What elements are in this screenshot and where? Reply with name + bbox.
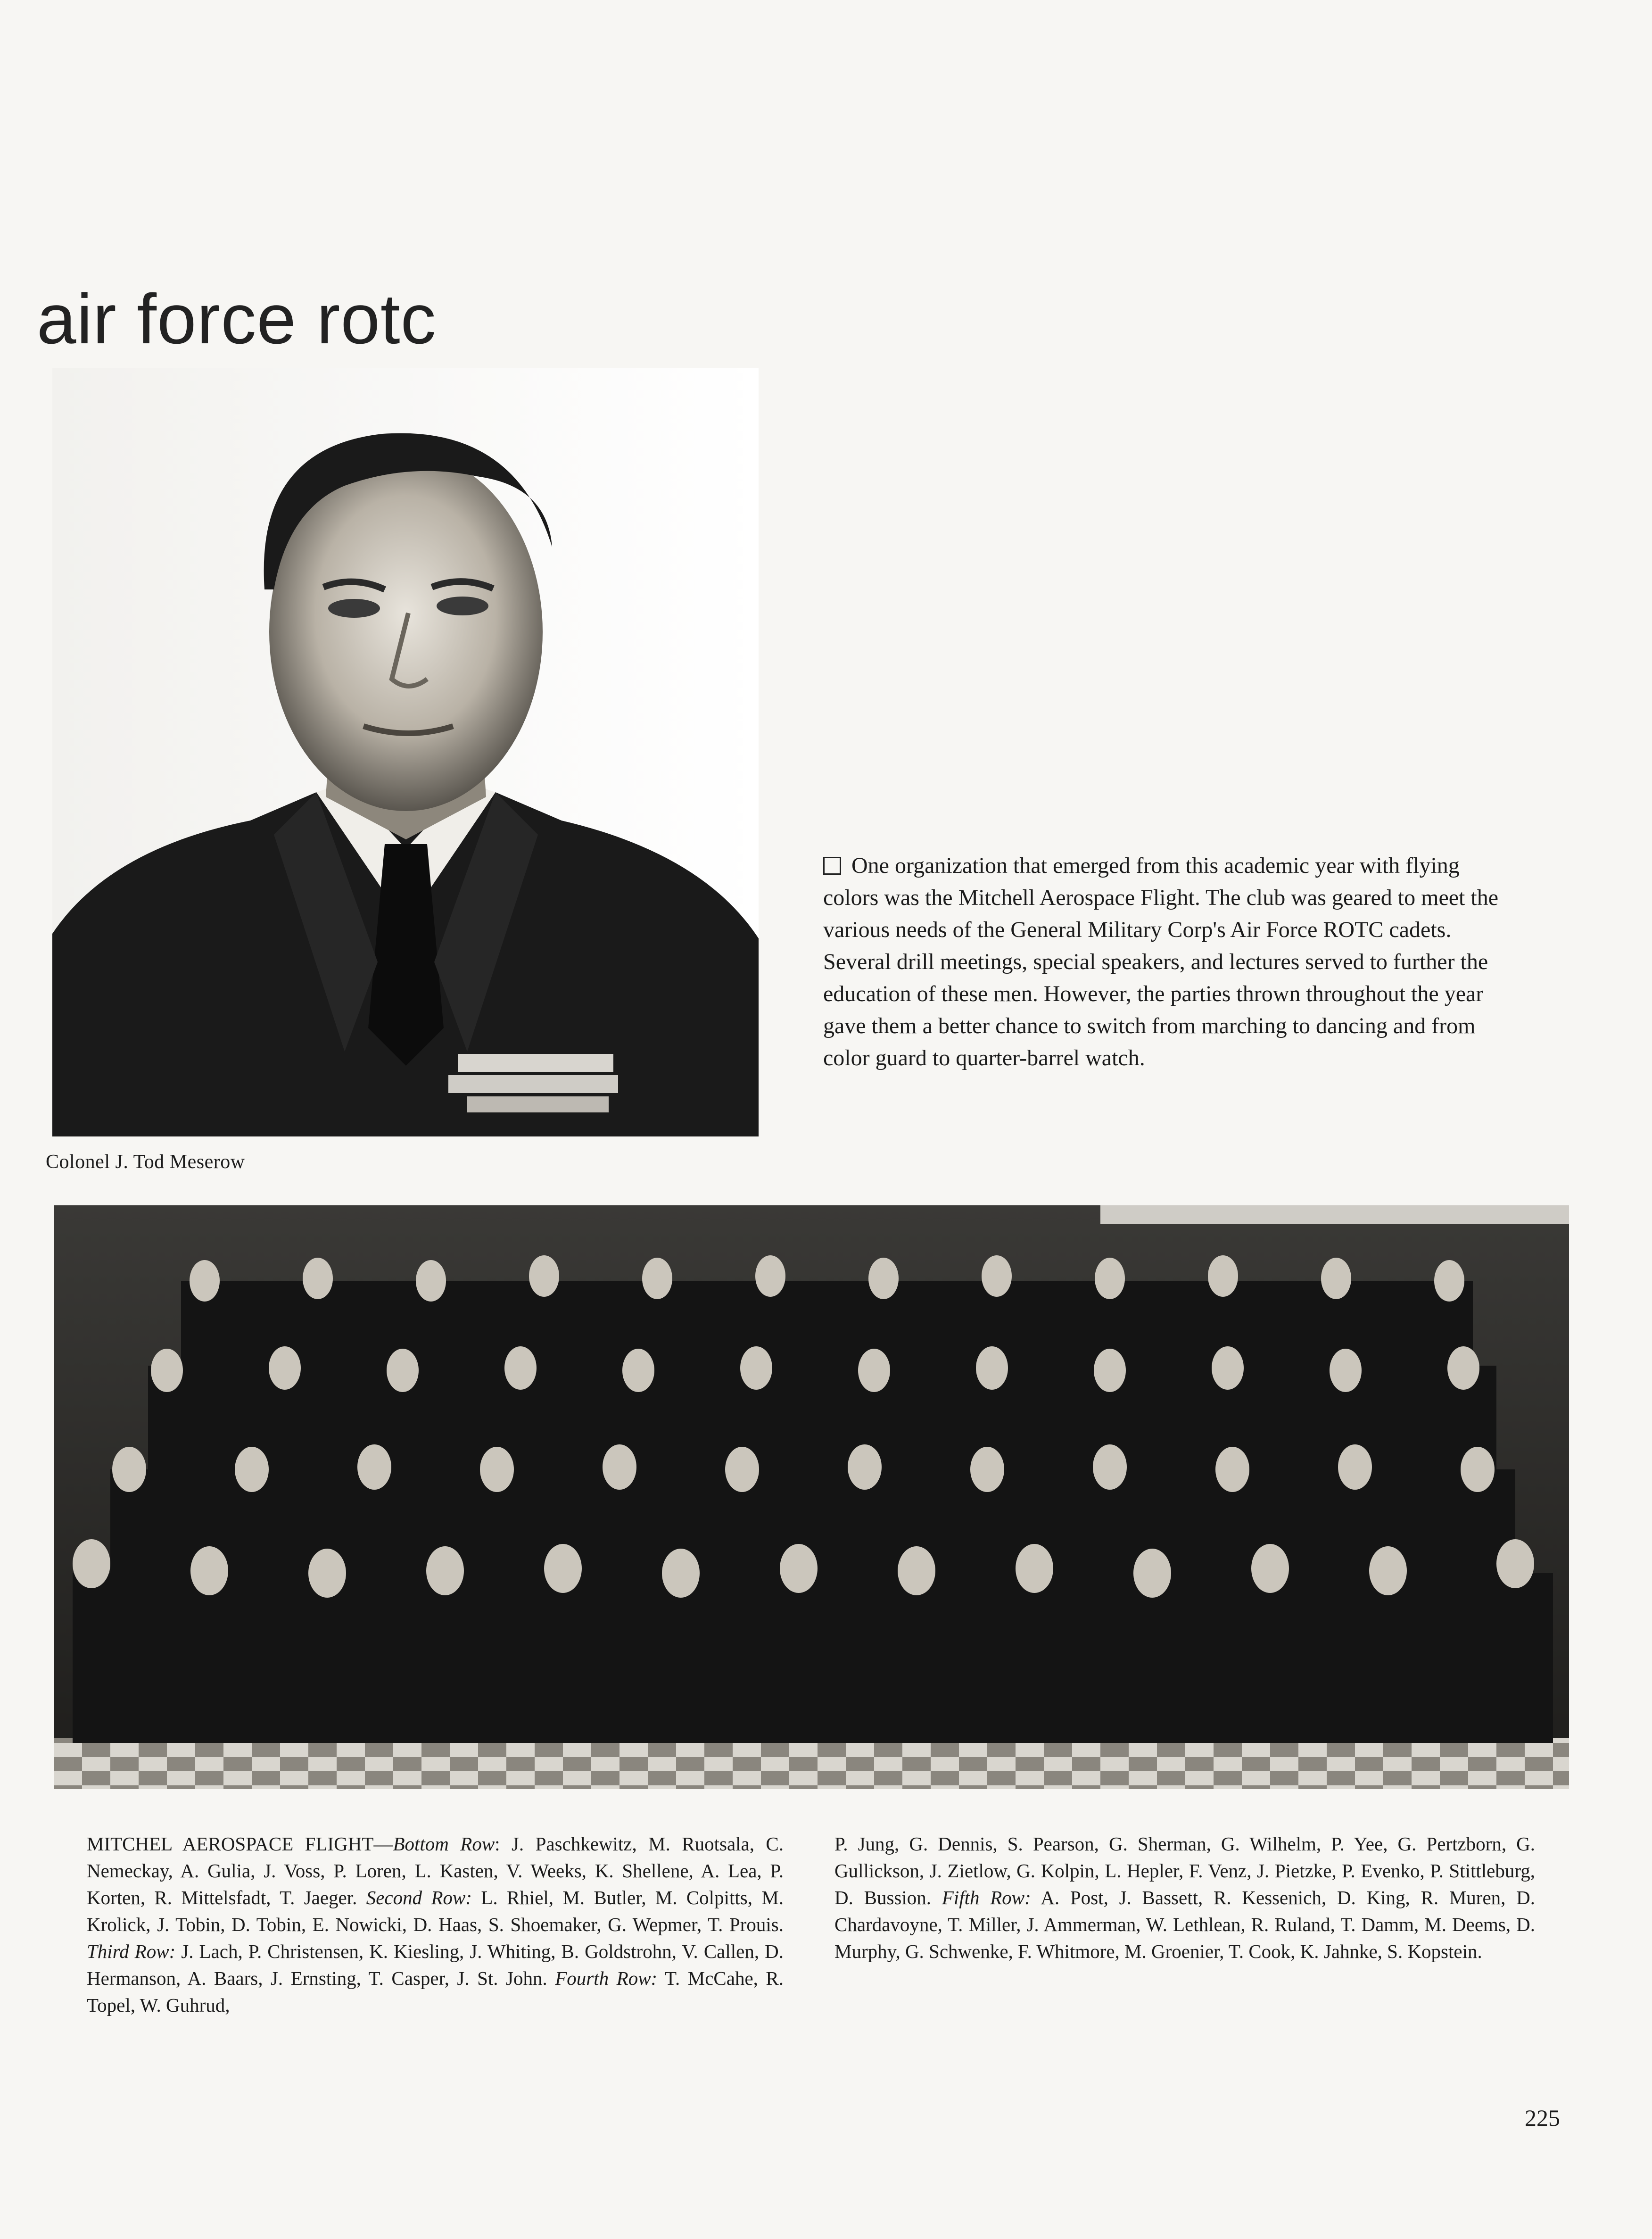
roster-names-third: J. Lach, P. Christensen, K. Kiesling, J. Whiting, B. Goldstrohn, V. Callen, D. Hermanson, A. Baars, J. Ernsting, T. Casper, J. St. John. <box>87 1940 784 1989</box>
roster-names-second: L. Rhiel, M. Butler, M. Colpitts, M. Krolick, J. Tobin, D. Tobin, E. Nowicki, D. Haas, S. Shoemaker, G. Wepmer, T. Prouis. <box>87 1887 784 1935</box>
roster-heading: MITCHEL AEROSPACE FLIGHT— <box>87 1833 393 1855</box>
page-number: 225 <box>1525 2105 1560 2131</box>
roster-row-label-second: Second Row: <box>366 1887 472 1908</box>
roster-names-bottom: : J. Paschkewitz, M. Ruotsala, C. Nemeckay, A. Gulia, J. Voss, P. Loren, L. Kasten, V. Weeks, K. Shellene, A. Lea, P. Korten, R. Mittelsfadt, T. Jaeger. <box>87 1833 784 1908</box>
roster-row-label-fourth: Fourth Row: <box>555 1967 658 1989</box>
roster-left-column <box>87 1831 784 2019</box>
portrait-photo <box>52 368 759 1136</box>
roster-row-label-third: Third Row: <box>87 1940 176 1962</box>
group-photo <box>54 1205 1569 1789</box>
article-paragraph <box>823 850 1512 1074</box>
article-text: One organization that emerged from this academic year with flying colors was the Mitchell Aerospace Flight. The club was geared to meet the various needs of the General Military Corp's Air Force ROTC cadets. Several drill meetings, special speakers, and lectures served to further the education of these men. However, the parties thrown throughout the year gave them a better chance to switch from marching to dancing and from color guard to quarter-barrel watch. <box>823 853 1499 1070</box>
portrait-caption: Colonel J. Tod Meserow <box>46 1151 245 1173</box>
roster-row-label-fifth: Fifth Row: <box>942 1887 1031 1908</box>
roster-names-fourth-a: T. McCahe, R. Topel, W. Guhrud, <box>87 1967 784 2016</box>
roster-right-column <box>834 1831 1535 1965</box>
bullet-box-icon <box>823 857 841 875</box>
roster-names-fifth: A. Post, J. Bassett, R. Kessenich, D. King, R. Muren, D. Chardavoyne, T. Miller, J. Ammerman, W. Lethlean, R. Ruland, T. Damm, M. Deems, D. Murphy, G. Schwenke, F. Whitmore, M. Groenier, T. Cook, K. Jahnke, S. Kopstein. <box>834 1887 1536 1962</box>
page-title: air force rotc <box>37 279 437 358</box>
roster-names-fourth-b: P. Jung, G. Dennis, S. Pearson, G. Sherman, G. Wilhelm, P. Yee, G. Pertzborn, G. Gullickson, J. Zietlow, G. Kolpin, L. Hepler, F. Venz, J. Pietzke, P. Evenko, P. Stittleburg, D. Bussion. <box>834 1833 1535 1908</box>
roster-row-label-bottom: Bottom Row <box>393 1833 495 1855</box>
